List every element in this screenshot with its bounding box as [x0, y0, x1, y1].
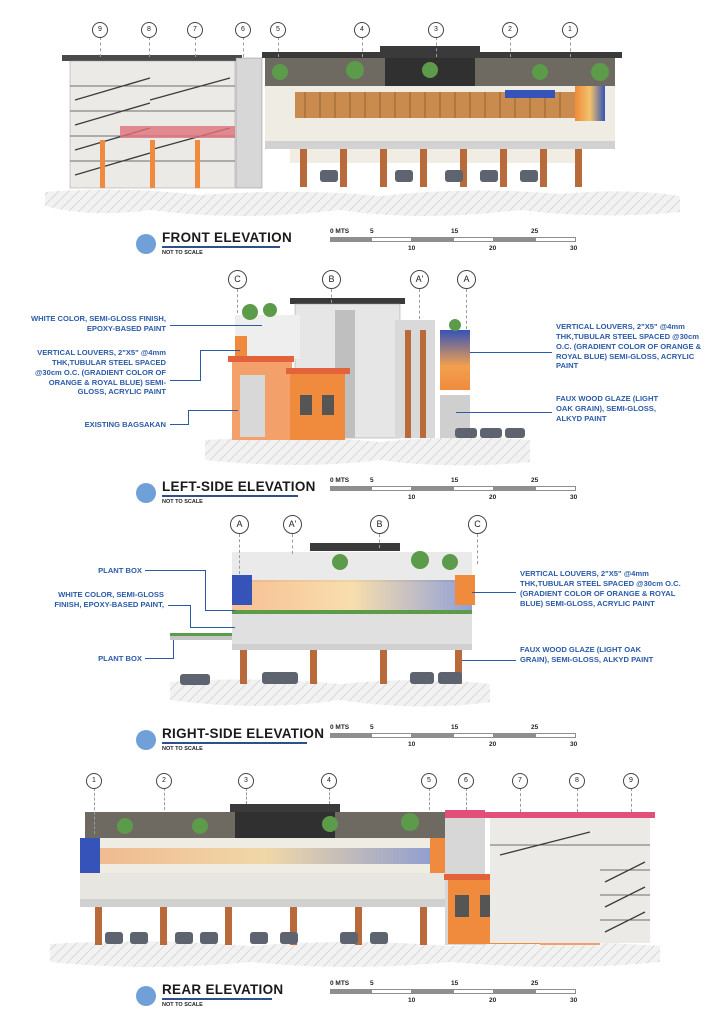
- scale-tick-25: 25: [531, 980, 539, 987]
- leader-line: [170, 424, 188, 425]
- scale-segment: [371, 237, 412, 242]
- leader-line: [170, 325, 262, 326]
- scale-segment: [535, 733, 576, 738]
- rear-elevation-drawing: [50, 804, 660, 967]
- grid-bubble-2: 2: [156, 773, 172, 789]
- scale-segment: [494, 989, 535, 994]
- title-dot: [136, 234, 156, 254]
- scale-tick-5: 5: [370, 724, 374, 731]
- scale-segment: [330, 486, 371, 491]
- scale-tick-15: 15: [451, 477, 459, 484]
- grid-bubble-8: 8: [141, 22, 157, 38]
- front-scale-bar: [330, 228, 590, 254]
- scale-segment: [330, 989, 371, 994]
- leader-line: [205, 570, 206, 610]
- gridline: [577, 788, 578, 812]
- gridline: [278, 37, 279, 57]
- left-scale-bar: [330, 477, 590, 503]
- scale-zero-label: 0 MTS: [330, 477, 350, 484]
- grid-bubble-5: 5: [421, 773, 437, 789]
- leader-line: [170, 380, 200, 381]
- title-dot: [136, 730, 156, 750]
- scale-segment: [453, 733, 494, 738]
- grid-bubble-6: 6: [458, 773, 474, 789]
- gridline: [631, 788, 632, 812]
- gridline: [195, 37, 196, 57]
- note-plant-box: PLANT BOX: [98, 654, 142, 663]
- grid-bubble-7: 7: [512, 773, 528, 789]
- leader-line: [472, 592, 516, 593]
- leader-line: [200, 350, 201, 381]
- gridline: [243, 37, 244, 57]
- leader-line: [205, 610, 235, 611]
- gridline: [379, 534, 380, 548]
- gridline: [419, 289, 420, 319]
- scale-segment: [330, 237, 371, 242]
- grid-bubble-b: B: [322, 270, 341, 289]
- front-elevation-title: FRONT ELEVATION: [162, 230, 292, 245]
- grid-bubble-b: B: [370, 515, 389, 534]
- scale-segment: [412, 989, 453, 994]
- scale-segment: [494, 733, 535, 738]
- right-side-elevation-drawing: [170, 543, 490, 707]
- title-dot: [136, 483, 156, 503]
- left-elevation-subtitle: NOT TO SCALE: [162, 499, 203, 505]
- left-side-elevation-drawing: [205, 298, 530, 466]
- leader-line: [190, 605, 191, 627]
- grid-bubble-2: 2: [502, 22, 518, 38]
- scale-segment: [412, 237, 453, 242]
- right-scale-bar: [330, 724, 590, 750]
- leader-line: [173, 640, 174, 659]
- grid-bubble-1: 1: [562, 22, 578, 38]
- front-elevation-subtitle: NOT TO SCALE: [162, 250, 203, 256]
- grid-bubble-c: C: [228, 270, 247, 289]
- scale-zero-label: 0 MTS: [330, 724, 350, 731]
- gridline: [466, 289, 467, 329]
- title-underline: [162, 246, 280, 248]
- gridline: [237, 289, 238, 313]
- scale-segment: [535, 237, 576, 242]
- gridline: [292, 534, 293, 554]
- scale-tick-15: 15: [451, 980, 459, 987]
- scale-segment: [412, 486, 453, 491]
- right-elevation-subtitle: NOT TO SCALE: [162, 746, 203, 752]
- grid-bubble-a-prime: A': [410, 270, 429, 289]
- grid-bubble-9: 9: [92, 22, 108, 38]
- gridline: [570, 37, 571, 57]
- gridline: [149, 37, 150, 57]
- note-faux-wood: FAUX WOOD GLAZE (LIGHT OAK GRAIN), SEMI-GLOSS, ALKYD PAINT: [520, 645, 654, 664]
- scale-tick-5: 5: [370, 477, 374, 484]
- note-existing-bagsakan: EXISTING BAGSAKAN: [84, 420, 166, 429]
- leader-line: [188, 410, 189, 425]
- leader-line: [200, 350, 240, 351]
- scale-segment: [453, 486, 494, 491]
- note-vertical-louvers: VERTICAL LOUVERS, 2"X5" @4mm THK,TUBULAR STEEL SPACED @30cm O.C. (GRADIENT COLOR OF ORANGE & ROYAL BLUE) SEMI-GLOSS, ACRYLIC PAINT: [34, 348, 166, 397]
- grid-bubble-7: 7: [187, 22, 203, 38]
- leader-line: [188, 410, 238, 411]
- title-underline: [162, 742, 307, 744]
- grid-bubble-a-prime: A': [283, 515, 302, 534]
- note-white-paint: WHITE COLOR, SEMI-GLOSS FINISH, EPOXY-BASED PAINT,: [54, 590, 164, 609]
- title-dot: [136, 986, 156, 1006]
- scale-tick-30: 30: [570, 245, 578, 252]
- scale-tick-25: 25: [531, 228, 539, 235]
- note-plant-box: PLANT BOX: [98, 566, 142, 575]
- scale-tick-20: 20: [489, 741, 497, 748]
- scale-tick-10: 10: [408, 494, 416, 501]
- scale-segment: [453, 989, 494, 994]
- scale-tick-20: 20: [489, 245, 497, 252]
- grid-bubble-4: 4: [354, 22, 370, 38]
- scale-tick-5: 5: [370, 228, 374, 235]
- leader-line: [145, 658, 173, 659]
- leader-line: [190, 627, 235, 628]
- scale-tick-30: 30: [570, 741, 578, 748]
- front-elevation-drawing: [45, 46, 680, 216]
- grid-bubble-5: 5: [270, 22, 286, 38]
- scale-tick-10: 10: [408, 741, 416, 748]
- scale-tick-25: 25: [531, 724, 539, 731]
- grid-bubble-9: 9: [623, 773, 639, 789]
- gridline: [477, 534, 478, 564]
- rear-elevation-title: REAR ELEVATION: [162, 982, 284, 997]
- gridline: [520, 788, 521, 812]
- title-underline: [162, 998, 272, 1000]
- gridline: [466, 788, 467, 810]
- scale-tick-5: 5: [370, 980, 374, 987]
- scale-zero-label: 0 MTS: [330, 980, 350, 987]
- gridline: [94, 788, 95, 834]
- scale-segment: [494, 486, 535, 491]
- scale-tick-15: 15: [451, 228, 459, 235]
- scale-tick-25: 25: [531, 477, 539, 484]
- grid-bubble-3: 3: [238, 773, 254, 789]
- grid-bubble-8: 8: [569, 773, 585, 789]
- scale-tick-20: 20: [489, 494, 497, 501]
- gridline: [246, 788, 247, 804]
- scale-segment: [412, 733, 453, 738]
- leader-line: [145, 570, 205, 571]
- grid-bubble-a: A: [457, 270, 476, 289]
- note-faux-wood: FAUX WOOD GLAZE (LIGHT OAK GRAIN), SEMI-GLOSS, ALKYD PAINT: [556, 394, 659, 423]
- gridline: [436, 37, 437, 57]
- scale-tick-10: 10: [408, 997, 416, 1004]
- gridline: [329, 788, 330, 804]
- grid-bubble-3: 3: [428, 22, 444, 38]
- scale-tick-30: 30: [570, 997, 578, 1004]
- gridline: [362, 37, 363, 57]
- scale-segment: [535, 989, 576, 994]
- gridline: [239, 534, 240, 574]
- scale-segment: [330, 733, 371, 738]
- rear-scale-bar: [330, 980, 590, 1006]
- leader-line: [456, 412, 552, 413]
- note-vertical-louvers: VERTICAL LOUVERS, 2"X5" @4mm THK,TUBULAR STEEL SPACED @30cm O.C. (GRADIENT COLOR OF ORANGE & ROYAL BLUE) SEMI-GLOSS, ACRYLIC PAINT: [520, 569, 681, 608]
- left-elevation-title: LEFT-SIDE ELEVATION: [162, 479, 316, 494]
- scale-tick-10: 10: [408, 245, 416, 252]
- grid-bubble-c: C: [468, 515, 487, 534]
- leader-line: [462, 660, 516, 661]
- scale-segment: [453, 237, 494, 242]
- grid-bubble-4: 4: [321, 773, 337, 789]
- scale-segment: [371, 733, 412, 738]
- scale-segment: [371, 486, 412, 491]
- scale-segment: [494, 237, 535, 242]
- leader-line: [168, 605, 190, 606]
- gridline: [429, 788, 430, 810]
- note-white-paint: WHITE COLOR, SEMI-GLOSS FINISH, EPOXY-BASED PAINT: [30, 314, 166, 333]
- scale-segment: [371, 989, 412, 994]
- scale-segment: [535, 486, 576, 491]
- gridline: [331, 289, 332, 303]
- gridline: [100, 37, 101, 57]
- grid-bubble-1: 1: [86, 773, 102, 789]
- grid-bubble-6: 6: [235, 22, 251, 38]
- scale-tick-30: 30: [570, 494, 578, 501]
- note-vertical-louvers-right: VERTICAL LOUVERS, 2"X5" @4mm THK,TUBULAR STEEL SPACED @30cm O.C. (GRADIENT COLOR OF ORANGE & ROYAL BLUE) SEMI-GLOSS, ACRYLIC PAINT: [556, 322, 702, 371]
- right-elevation-title: RIGHT-SIDE ELEVATION: [162, 726, 325, 741]
- scale-zero-label: 0 MTS: [330, 228, 350, 235]
- grid-bubble-a: A: [230, 515, 249, 534]
- leader-line: [470, 352, 552, 353]
- scale-tick-20: 20: [489, 997, 497, 1004]
- title-underline: [162, 495, 298, 497]
- gridline: [510, 37, 511, 57]
- rear-elevation-subtitle: NOT TO SCALE: [162, 1002, 203, 1008]
- scale-tick-15: 15: [451, 724, 459, 731]
- gridline: [164, 788, 165, 810]
